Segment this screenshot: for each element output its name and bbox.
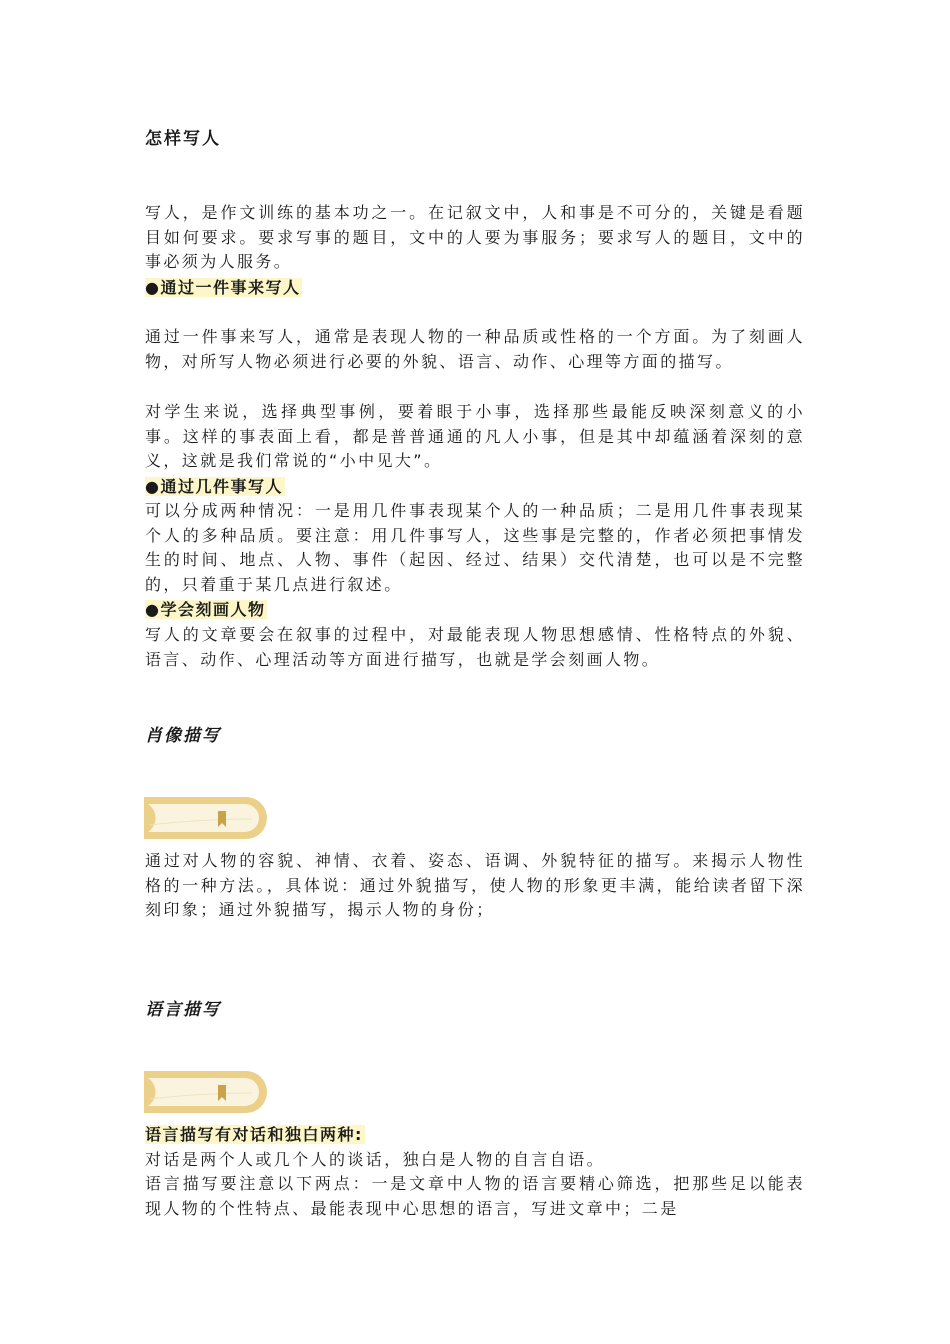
portrait-title: 肖像描写 <box>145 726 221 746</box>
bullet-icon: ● <box>145 477 161 496</box>
section-heading-portray <box>145 598 805 622</box>
paragraph: 写人的文章要会在叙事的过程中，对最能表现人物思想感情、性格特点的外貌、语言、动作、心理活动等方面进行描写，也就是学会刻画人物。 <box>145 625 805 669</box>
speech-heading: 语言描写有对话和独白两种: <box>145 1125 363 1144</box>
intro-paragraph: 写人，是作文训练的基本功之一。在记叙文中，人和事是不可分的，关键是看题目如何要求。要求写事的题目，文中的人要为事服务；要求写人的题目，文中的事必须为人服务。 <box>145 203 805 271</box>
page-title: 怎样写人 <box>145 129 221 149</box>
bullet-icon: ● <box>145 278 161 297</box>
paragraph: 语言描写要注意以下两点：一是文章中人物的语言要精心筛选，把那些足以能表现人物的个性特点、最能表现中心思想的语言，写进文章中；二是 <box>145 1174 805 1218</box>
book-icon <box>142 1069 272 1115</box>
speech-title: 语言描写 <box>145 1000 221 1020</box>
paragraph: 通过一件事来写人，通常是表现人物的一种品质或性格的一个方面。为了刻画人物，对所写人物必须进行必要的外貌、语言、动作、心理等方面的描写。 <box>145 327 805 371</box>
bullet-icon: ● <box>145 600 161 619</box>
book-icon <box>142 795 272 841</box>
paragraph: 可以分成两种情况：一是用几件事表现某个人的一种品质；二是用几件事表现某个人的多种品质。要注意：用几件事写人，这些事是完整的，作者必须把事情发生的时间、地点、人物、事件（起因、经过、结果）交代清楚，也可以是不完整的，只着重于某几点进行叙述。 <box>145 501 805 594</box>
section-heading-text: 学会刻画人物 <box>160 600 266 619</box>
section-heading-text: 通过一件事来写人 <box>160 278 301 297</box>
portrait-paragraph: 通过对人物的容貌、神情、衣着、姿态、语调、外貌特征的描写。来揭示人物性格的一种方法。，具体说：通过外貌描写，使人物的形象更丰满，能给读者留下深刻印象；通过外貌描写，揭示人物的身份； <box>145 851 805 919</box>
paragraph: 对话是两个人或几个人的谈话，独白是人物的自言自语。 <box>145 1150 606 1169</box>
section-heading-several-events <box>145 475 805 499</box>
section-heading-one-event <box>145 276 805 300</box>
paragraph: 对学生来说，选择典型事例，要着眼于小事，选择那些最能反映深刻意义的小事。这样的事表面上看，都是普普通通的凡人小事，但是其中却蕴涵着深刻的意义，这就是我们常说的“小中见大”。 <box>145 402 805 470</box>
section-heading-text: 通过几件事写人 <box>160 477 283 496</box>
